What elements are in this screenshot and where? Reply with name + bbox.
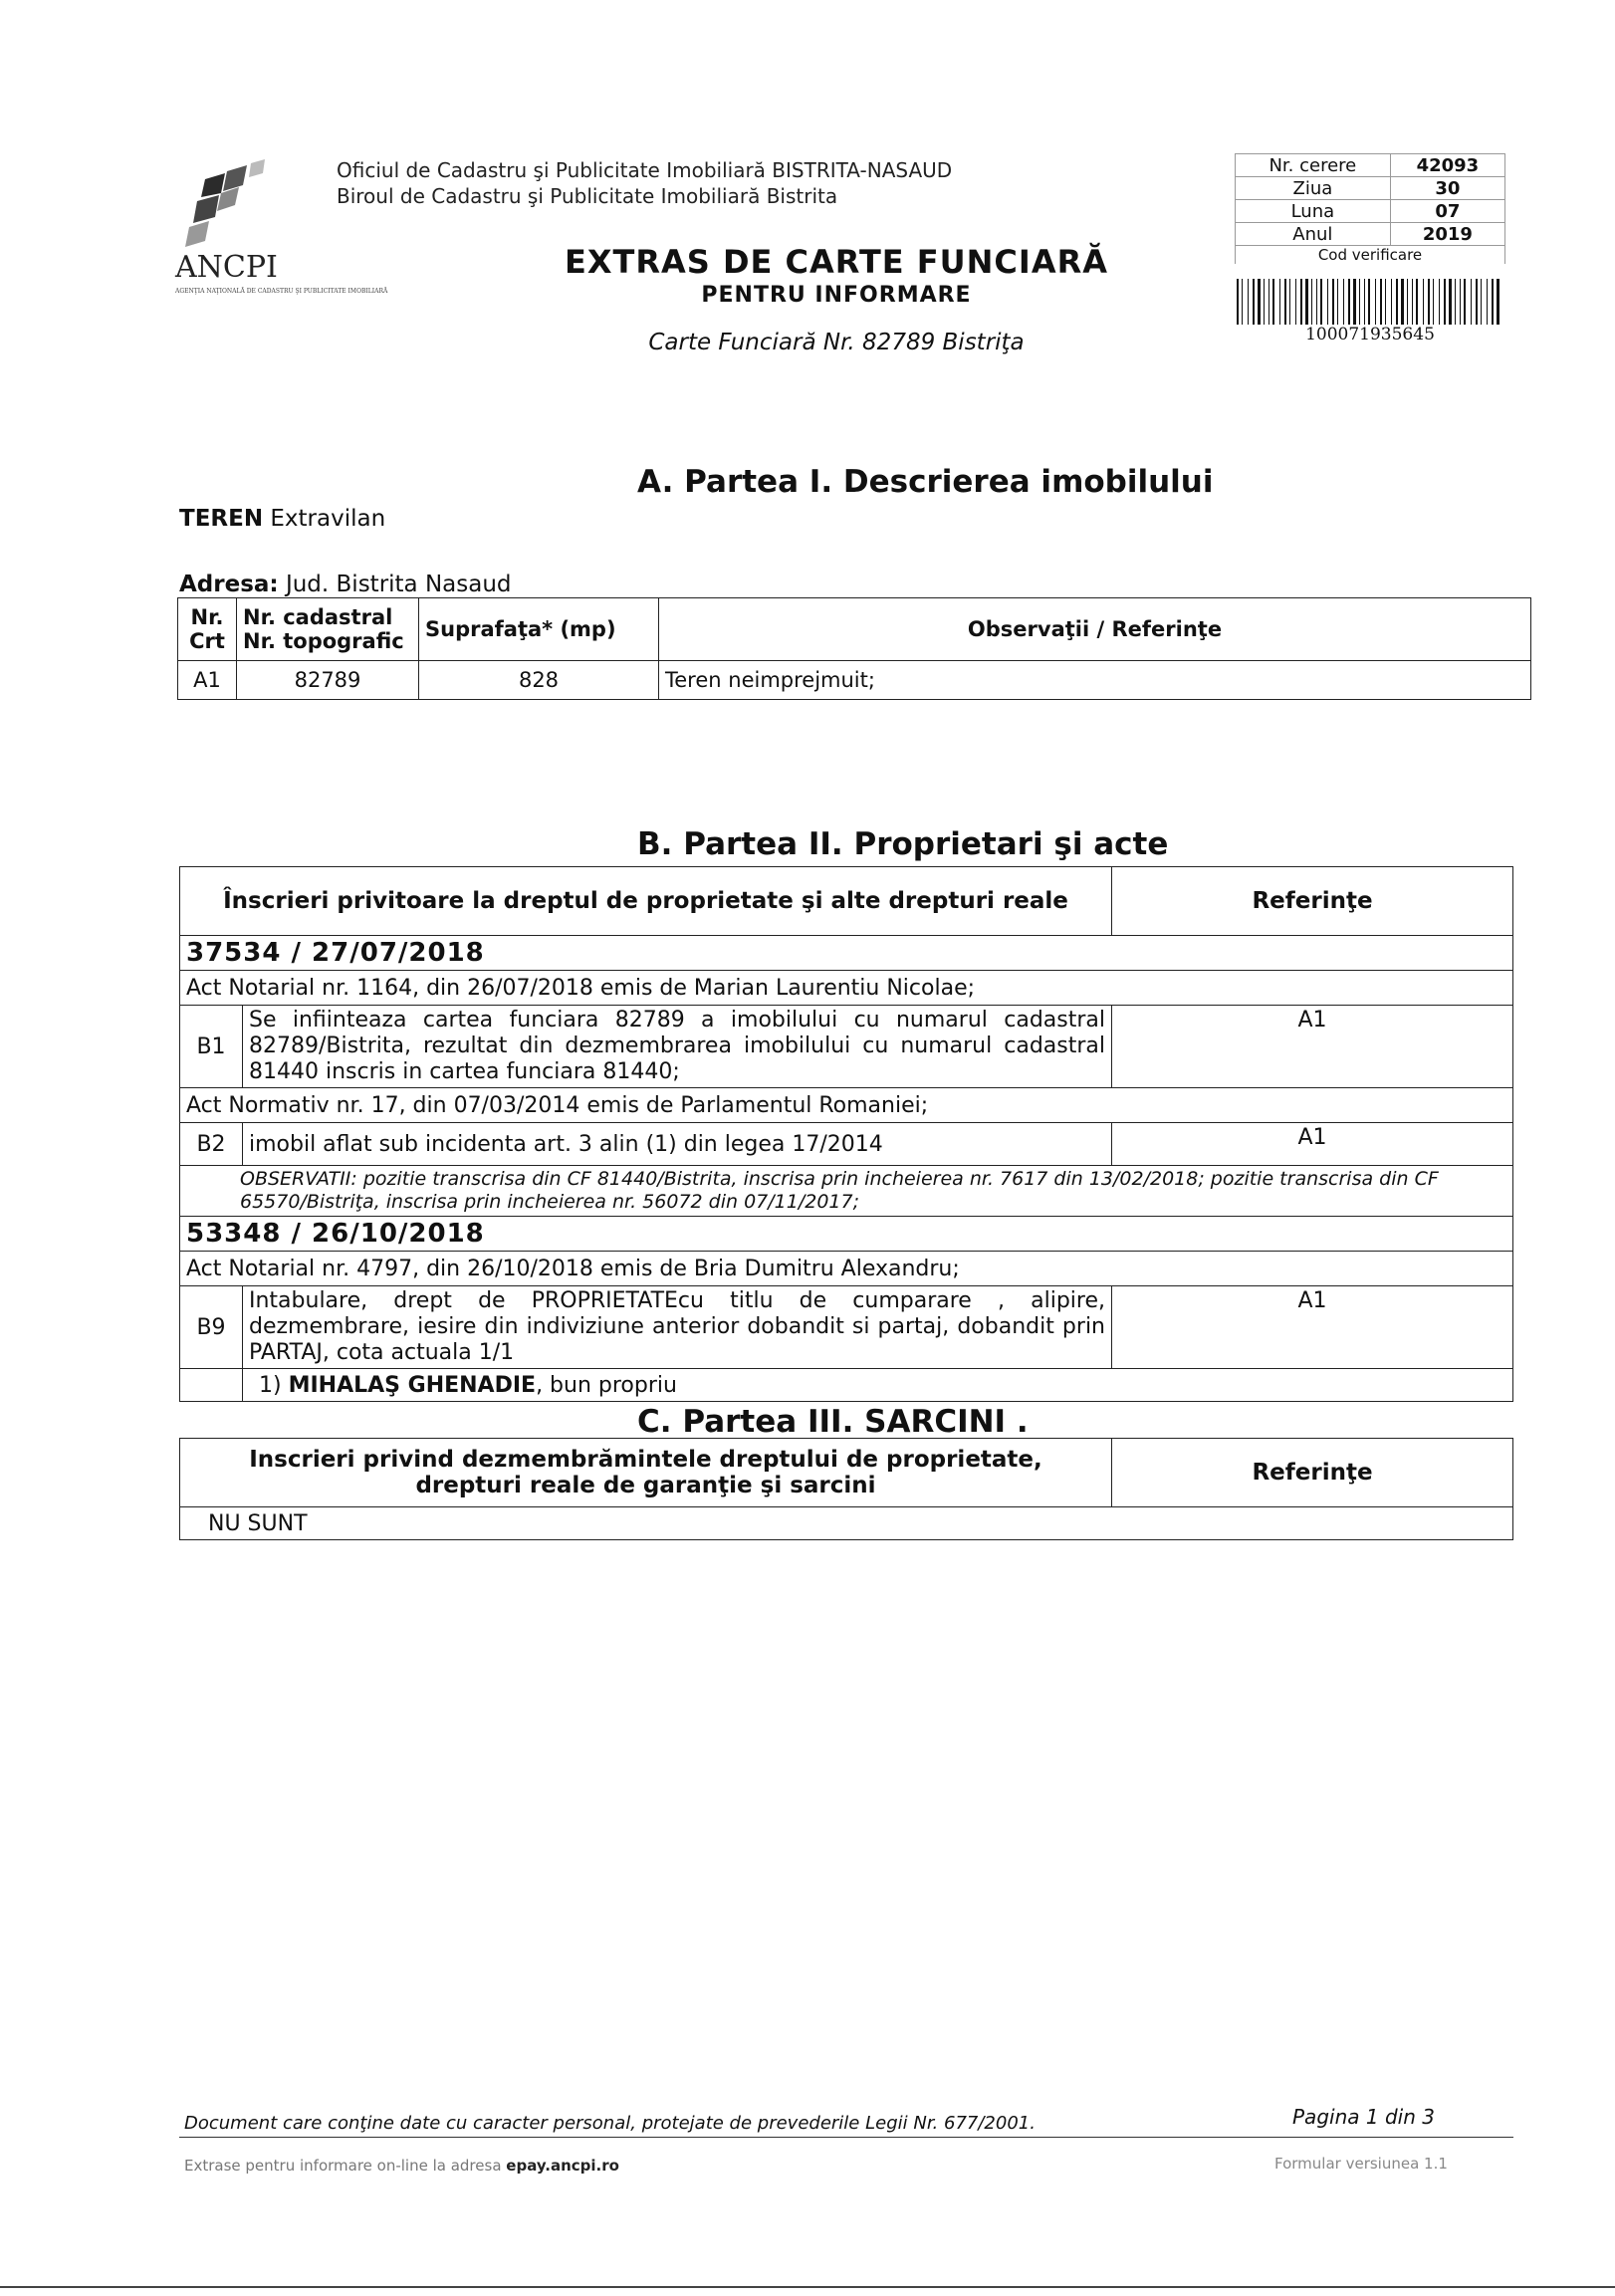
document-title: EXTRAS DE CARTE FUNCIARĂ	[565, 243, 1108, 281]
cell-observatii: Teren neimprejmuit;	[659, 661, 1531, 700]
office-header	[337, 157, 952, 209]
col-referinte: Referinţe	[1112, 1439, 1513, 1507]
document-subtitle: PENTRU INFORMARE	[701, 283, 972, 308]
row-label: B2	[180, 1123, 243, 1166]
request-label: Luna	[1236, 200, 1391, 223]
entry-number: 53348 / 26/10/2018	[180, 1217, 1513, 1252]
request-row	[1236, 177, 1505, 200]
encumbrances-table	[179, 1438, 1513, 1540]
table-row	[178, 661, 1531, 700]
act-line: Act Normativ nr. 17, din 07/03/2014 emis de Parlamentul Romaniei;	[180, 1088, 1513, 1123]
request-info-table	[1235, 153, 1505, 264]
footer-divider	[179, 2137, 1513, 2138]
teren-label: TEREN	[179, 506, 264, 532]
table-header-row	[180, 867, 1513, 936]
observatii-note: OBSERVATII: pozitie transcrisa din CF 81440/Bistrita, inscrisa prin incheierea nr. 7617 din 13/02/2018; pozitie transcrisa din CF 65570/Bistriţa, inscrisa prin incheierea nr. 56072 din 07/11/2017;	[180, 1166, 1513, 1217]
office-line-2: Biroul de Cadastru şi Publicitate Imobiliară Bistrita	[337, 184, 838, 208]
form-version: Formular versiunea 1.1	[1274, 2155, 1448, 2173]
col-cadastral-label: Nr. cadastral	[243, 605, 393, 629]
owner-prefix: 1)	[259, 1372, 289, 1398]
table-header-row	[180, 1439, 1513, 1507]
logo-subtext: AGENŢIA NAŢIONALĂ DE CADASTRU ŞI PUBLICITATE IMOBILIARĂ	[175, 288, 388, 295]
online-prefix: Extrase pentru informare on-line la adresa	[184, 2157, 507, 2175]
row-ref: A1	[1112, 1006, 1513, 1088]
owner-name: MIHALAŞ GHENADIE	[288, 1372, 537, 1398]
row-ref: A1	[1112, 1123, 1513, 1166]
part-c-heading: C. Partea III. SARCINI .	[637, 1404, 1029, 1440]
request-value: 30	[1390, 177, 1504, 200]
address-label: Adresa:	[179, 572, 279, 597]
personal-data-notice: Document care conţine date cu caracter personal, protejate de prevederile Legii Nr. 677/2001.	[184, 2113, 1036, 2134]
row-text: Intabulare, drept de PROPRIETATEcu titlu de cumparare , alipire, dezmembrare, iesire din indiviziune anterior dobandit si partaj, dobandit prin PARTAJ, cota actuala 1/1	[243, 1286, 1112, 1369]
row-ref: A1	[1112, 1286, 1513, 1369]
request-row	[1236, 200, 1505, 223]
request-row	[1236, 223, 1505, 246]
col-suprafata: Suprafaţa* (mp)	[419, 598, 659, 661]
request-label: Anul	[1236, 223, 1391, 246]
request-label: Nr. cerere	[1236, 154, 1391, 177]
ancpi-logo	[167, 157, 388, 307]
table-row	[180, 1286, 1513, 1369]
col-referinte: Referinţe	[1112, 867, 1513, 936]
bottom-divider	[0, 2286, 1615, 2288]
online-notice	[184, 2157, 619, 2175]
owner-suffix: , bun propriu	[536, 1372, 677, 1398]
table-header-row	[178, 598, 1531, 661]
cell-suprafata: 828	[419, 661, 659, 700]
page-number: Pagina 1 din 3	[1292, 2105, 1435, 2129]
part-b-heading: B. Partea II. Proprietari şi acte	[637, 826, 1169, 862]
col-topografic-label: Nr. topografic	[243, 629, 404, 653]
office-line-1: Oficiul de Cadastru şi Publicitate Imobiliară BISTRITA-NASAUD	[337, 158, 953, 182]
entry-number: 37534 / 27/07/2018	[180, 936, 1513, 971]
act-line: Act Notarial nr. 4797, din 26/10/2018 emis de Bria Dumitru Alexandru;	[180, 1252, 1513, 1286]
part-a-heading: A. Partea I. Descrierea imobilului	[637, 464, 1214, 500]
col-nr-crt	[178, 598, 237, 661]
request-row	[1236, 154, 1505, 177]
row-label: B9	[180, 1286, 243, 1369]
cell-nr: A1	[178, 661, 237, 700]
request-label: Ziua	[1236, 177, 1391, 200]
cf-number-line: Carte Funciară Nr. 82789 Bistriţa	[648, 330, 1025, 355]
barcode-number: 100071935645	[1305, 325, 1435, 344]
property-description-table	[177, 597, 1531, 700]
col-inscrieri: Înscrieri privitoare la dreptul de proprietate şi alte drepturi reale	[180, 867, 1112, 936]
table-row	[180, 1507, 1513, 1540]
row-text: imobil aflat sub incidenta art. 3 alin (1) din legea 17/2014	[243, 1123, 1112, 1166]
logo-text: ANCPI	[175, 250, 278, 285]
row-text: Se infiinteaza cartea funciara 82789 a imobilului cu numarul cadastral 82789/Bistrita, rezultat din dezmembrarea imobilului cu numarul cadastral 81440 inscris in cartea funciara 81440;	[243, 1006, 1112, 1088]
address-value: Jud. Bistrita Nasaud	[285, 572, 512, 597]
cell-cadastral: 82789	[237, 661, 419, 700]
barcode-icon	[1235, 279, 1505, 325]
ownership-table	[179, 866, 1513, 1402]
teren-line	[179, 506, 385, 532]
col-observatii: Observaţii / Referinţe	[659, 598, 1531, 661]
request-value: 07	[1390, 200, 1504, 223]
col-crt-label: Crt	[189, 629, 225, 653]
encumbrance-value: NU SUNT	[180, 1507, 1513, 1540]
col-inscrieri: Inscrieri privind dezmembrămintele dreptului de proprietate, drepturi reale de garanţie şi sarcini	[180, 1439, 1112, 1507]
online-site-link[interactable]: epay.ancpi.ro	[506, 2157, 619, 2175]
address-line	[179, 572, 512, 597]
table-row	[180, 1006, 1513, 1088]
act-line: Act Notarial nr. 1164, din 26/07/2018 emis de Marian Laurentiu Nicolae;	[180, 971, 1513, 1006]
col-nr-label: Nr.	[190, 605, 224, 629]
request-value: 2019	[1390, 223, 1504, 246]
teren-value: Extravilan	[270, 506, 386, 532]
cod-verificare-label: Cod verificare	[1236, 246, 1505, 265]
col-cadastral	[237, 598, 419, 661]
document-title-block	[558, 243, 1115, 355]
table-row	[180, 1123, 1513, 1166]
request-value: 42093	[1390, 154, 1504, 177]
owner-line	[243, 1369, 1513, 1402]
row-label: B1	[180, 1006, 243, 1088]
